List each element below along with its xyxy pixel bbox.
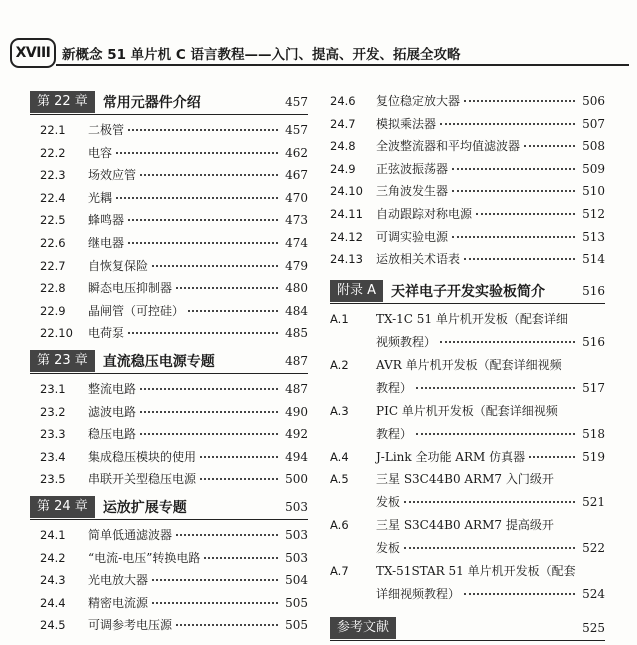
section-number: 24.6 [330, 94, 356, 108]
section-number: 24.5 [40, 618, 66, 633]
leader-dots [128, 219, 278, 221]
toc-entry[interactable] [30, 322, 308, 345]
section-title: 集成稳压模块的使用 [88, 449, 197, 464]
section-page: 470 [285, 190, 308, 205]
section-number: 22.4 [40, 190, 66, 205]
toc-entry[interactable] [330, 446, 605, 469]
section-title: “电流-电压”转换电路 [88, 550, 201, 565]
leader-dots [140, 411, 278, 413]
section-number: A.7 [330, 564, 349, 579]
leader-dots [200, 478, 278, 480]
section-title: 复位稳定放大器 [376, 94, 461, 108]
section-number: 24.2 [40, 550, 66, 565]
section-title: 运放相关术语表 [376, 252, 461, 267]
references-page: 525 [582, 621, 605, 636]
section-title-line1: TX-51STAR 51 单片机开发板（配套 [376, 564, 576, 579]
toc-entry[interactable] [330, 90, 605, 113]
section-title-line1: PIC 单片机开发板（配套详细视频 [376, 403, 558, 418]
leader-dots [452, 236, 575, 238]
section-title: 电容 [88, 145, 113, 160]
section-title-line1: AVR 单片机开发板（配套详细视频 [376, 357, 562, 372]
toc-entry[interactable] [30, 300, 308, 323]
section-page: 487 [285, 381, 308, 396]
chapter-24-heading[interactable] [30, 495, 308, 520]
toc-entry[interactable] [330, 248, 605, 271]
section-number: 24.4 [40, 595, 66, 610]
section-number: 22.8 [40, 281, 66, 296]
section-page: 494 [285, 449, 308, 464]
toc-entry[interactable] [330, 180, 605, 203]
section-page: 479 [285, 258, 308, 273]
section-number: 24.11 [330, 206, 363, 221]
toc-entry[interactable] [30, 277, 308, 300]
leader-dots [464, 593, 575, 595]
section-page: 503 [285, 527, 308, 542]
section-page: 457 [285, 123, 308, 137]
toc-entry[interactable] [330, 354, 605, 400]
section-number: 22.7 [40, 258, 66, 273]
section-title: 光耦 [88, 190, 113, 205]
leader-dots [416, 433, 575, 435]
section-number: A.3 [330, 403, 349, 418]
section-page: 474 [285, 235, 308, 250]
section-number: 23.2 [40, 404, 66, 419]
section-page: 513 [582, 229, 605, 244]
chapter-page: 457 [285, 95, 308, 109]
leader-dots [188, 310, 278, 312]
section-title: 电荷泵 [88, 326, 125, 341]
toc-entry[interactable] [330, 158, 605, 181]
section-title: 自动跟踪对称电源 [376, 206, 473, 221]
running-header-title: 新概念 51 单片机 C 语言教程——入门、提高、开发、拓展全攻略 [62, 47, 461, 63]
leader-dots [116, 152, 278, 154]
section-page: 492 [285, 427, 308, 442]
section-page: 484 [285, 303, 308, 318]
section-number: 22.9 [40, 303, 66, 318]
leader-dots [128, 129, 278, 131]
section-title: 可调参考电压源 [88, 618, 173, 633]
section-page: 507 [582, 116, 605, 131]
appendix-page: 516 [582, 283, 605, 298]
section-page: 490 [285, 404, 308, 419]
section-number: 24.13 [330, 252, 363, 267]
leader-dots [476, 213, 575, 215]
leader-dots [416, 387, 575, 389]
section-page: 512 [582, 206, 605, 221]
toc-entry[interactable] [30, 255, 308, 278]
section-title: J-Link 全功能 ARM 仿真器 [376, 449, 526, 464]
section-title: 场效应管 [88, 168, 137, 183]
leader-dots [200, 456, 278, 458]
section-page: 518 [582, 426, 605, 441]
toc-entry[interactable] [330, 468, 605, 514]
section-number: 24.12 [330, 229, 363, 244]
leader-dots [464, 100, 575, 102]
section-page: 524 [582, 587, 605, 602]
toc-entry[interactable] [30, 401, 308, 424]
section-number: 24.9 [330, 161, 356, 176]
leader-dots [440, 341, 575, 343]
section-title: 精密电流源 [88, 595, 149, 610]
section-page: 485 [285, 326, 308, 341]
header-rule [56, 64, 629, 66]
toc-entry[interactable] [30, 378, 308, 401]
toc-entry[interactable] [30, 142, 308, 165]
references-heading[interactable] [330, 616, 605, 641]
leader-dots [404, 501, 575, 503]
chapter-page: 487 [285, 353, 308, 368]
appendix-tag: 附录 A [330, 280, 383, 302]
section-title: 全波整流器和平均值滤波器 [376, 139, 521, 154]
page-number-badge: XVIII [10, 38, 56, 68]
section-page: 514 [582, 252, 605, 267]
section-page: 505 [285, 595, 308, 610]
toc-entry[interactable] [330, 135, 605, 158]
leader-dots [140, 174, 278, 176]
section-number: 23.5 [40, 472, 66, 487]
leader-dots [176, 534, 278, 536]
section-title-line2: 教程） [376, 380, 413, 395]
section-number: 22.5 [40, 213, 66, 228]
toc-entry[interactable] [30, 524, 308, 547]
leader-dots [152, 265, 278, 267]
section-number: A.4 [330, 449, 349, 464]
section-page: 462 [285, 145, 308, 160]
toc-entry[interactable] [30, 468, 308, 491]
section-title: 自恢复保险 [88, 258, 149, 273]
section-title: 蜂鸣器 [88, 213, 125, 228]
leader-dots [152, 579, 278, 581]
chapter-22-heading[interactable] [30, 90, 308, 115]
leader-dots [140, 433, 278, 435]
toc-entry[interactable] [30, 164, 308, 187]
chapter-title: 常用元器件介绍 [102, 95, 201, 111]
leader-dots [128, 332, 278, 334]
toc-entry[interactable] [30, 423, 308, 446]
leader-dots [152, 602, 278, 604]
chapter-tag: 第 22 章 [30, 91, 95, 113]
section-page: 510 [582, 184, 605, 199]
section-number: 23.3 [40, 427, 66, 442]
toc-entry[interactable] [30, 232, 308, 255]
toc-right-column [330, 90, 605, 645]
appendix-title: 天祥电子开发实验板简介 [391, 283, 546, 300]
section-number: 23.1 [40, 381, 66, 396]
appendix-a-heading[interactable] [330, 279, 605, 304]
section-title: 正弦波振荡器 [376, 161, 449, 176]
section-title: 继电器 [88, 235, 125, 250]
leader-dots [464, 258, 575, 260]
section-number: 24.1 [40, 527, 66, 542]
section-number: 22.6 [40, 235, 66, 250]
section-title-line1: 三星 S3C44B0 ARM7 入门级开 [376, 472, 554, 487]
toc-entry[interactable] [30, 569, 308, 592]
section-title: 瞬态电压抑制器 [88, 281, 173, 296]
section-page: 522 [582, 541, 605, 556]
toc-entry[interactable] [30, 209, 308, 232]
section-title: 可调实验电源 [376, 229, 449, 244]
section-page: 480 [285, 281, 308, 296]
section-number: A.1 [330, 311, 349, 326]
section-title: 三角波发生器 [376, 184, 449, 199]
toc-entry[interactable] [330, 308, 605, 354]
section-page: 473 [285, 213, 308, 228]
section-title: 串联开关型稳压电源 [88, 472, 197, 487]
section-number: A.2 [330, 357, 349, 372]
toc-entry[interactable] [330, 226, 605, 249]
leader-dots [529, 456, 575, 458]
leader-dots [140, 388, 278, 390]
section-title-line2: 详细视频教程） [376, 587, 461, 602]
toc-entry[interactable] [30, 592, 308, 615]
chapter-title: 直流稳压电源专题 [102, 353, 215, 370]
section-page: 503 [285, 550, 308, 565]
leader-dots [128, 242, 278, 244]
leader-dots [176, 624, 278, 626]
chapter-page: 503 [285, 499, 308, 514]
section-title: 稳压电路 [88, 427, 137, 442]
section-number: A.6 [330, 518, 349, 533]
chapter-title: 运放扩展专题 [102, 499, 187, 516]
section-page: 519 [582, 449, 605, 464]
section-title: 模拟乘法器 [376, 116, 437, 131]
section-title: 晶闸管（可控硅） [88, 303, 185, 318]
references-tag: 参考文献 [330, 617, 396, 639]
section-number: 24.10 [330, 184, 363, 199]
section-page: 516 [582, 334, 605, 349]
toc-entry[interactable] [30, 187, 308, 210]
toc-entry[interactable] [330, 203, 605, 226]
section-title: 滤波电路 [88, 404, 137, 419]
toc-entry[interactable] [30, 446, 308, 469]
section-number: 23.4 [40, 449, 66, 464]
section-title: 二极管 [88, 123, 125, 137]
section-number: 22.3 [40, 168, 66, 183]
section-title: 光电放大器 [88, 573, 149, 588]
section-title: 整流电路 [88, 381, 137, 396]
chapter-tag: 第 23 章 [30, 350, 95, 372]
leader-dots [204, 557, 278, 559]
leader-dots [524, 145, 575, 147]
leader-dots [116, 197, 278, 199]
leader-dots [404, 547, 575, 549]
section-page: 521 [582, 495, 605, 510]
toc-left-column [30, 86, 308, 637]
section-page: 467 [285, 168, 308, 183]
section-title-line2: 教程） [376, 426, 413, 441]
leader-dots [452, 168, 575, 170]
toc-entry[interactable] [30, 119, 308, 142]
section-number: 24.3 [40, 573, 66, 588]
toc-entry[interactable] [30, 547, 308, 570]
leader-dots [440, 123, 575, 125]
section-title: 简单低通滤波器 [88, 527, 173, 542]
section-number: 24.7 [330, 116, 356, 131]
section-page: 500 [285, 472, 308, 487]
leader-dots [176, 287, 278, 289]
section-number: 22.2 [40, 145, 66, 160]
toc-entry[interactable] [30, 614, 308, 637]
toc-entry[interactable] [330, 113, 605, 136]
section-title-line2: 视频教程） [376, 334, 437, 349]
section-title-line2: 发板 [376, 495, 401, 510]
leader-dots [452, 190, 575, 192]
section-number: A.5 [330, 472, 349, 487]
section-page: 504 [285, 573, 308, 588]
toc-entry[interactable] [330, 400, 605, 446]
toc-entry[interactable] [330, 560, 605, 606]
section-number: 24.8 [330, 139, 356, 154]
section-number: 22.1 [40, 123, 66, 137]
chapter-tag: 第 24 章 [30, 496, 95, 518]
section-page: 505 [285, 618, 308, 633]
section-page: 506 [582, 94, 605, 108]
chapter-23-heading[interactable] [30, 349, 308, 374]
section-page: 509 [582, 161, 605, 176]
section-page: 508 [582, 139, 605, 154]
toc-entry[interactable] [330, 514, 605, 560]
section-title-line1: TX-1C 51 单片机开发板（配套详细 [376, 311, 568, 326]
section-title-line1: 三星 S3C44B0 ARM7 提高级开 [376, 518, 554, 533]
section-number: 22.10 [40, 326, 73, 341]
section-page: 517 [582, 380, 605, 395]
section-title-line2: 发板 [376, 541, 401, 556]
